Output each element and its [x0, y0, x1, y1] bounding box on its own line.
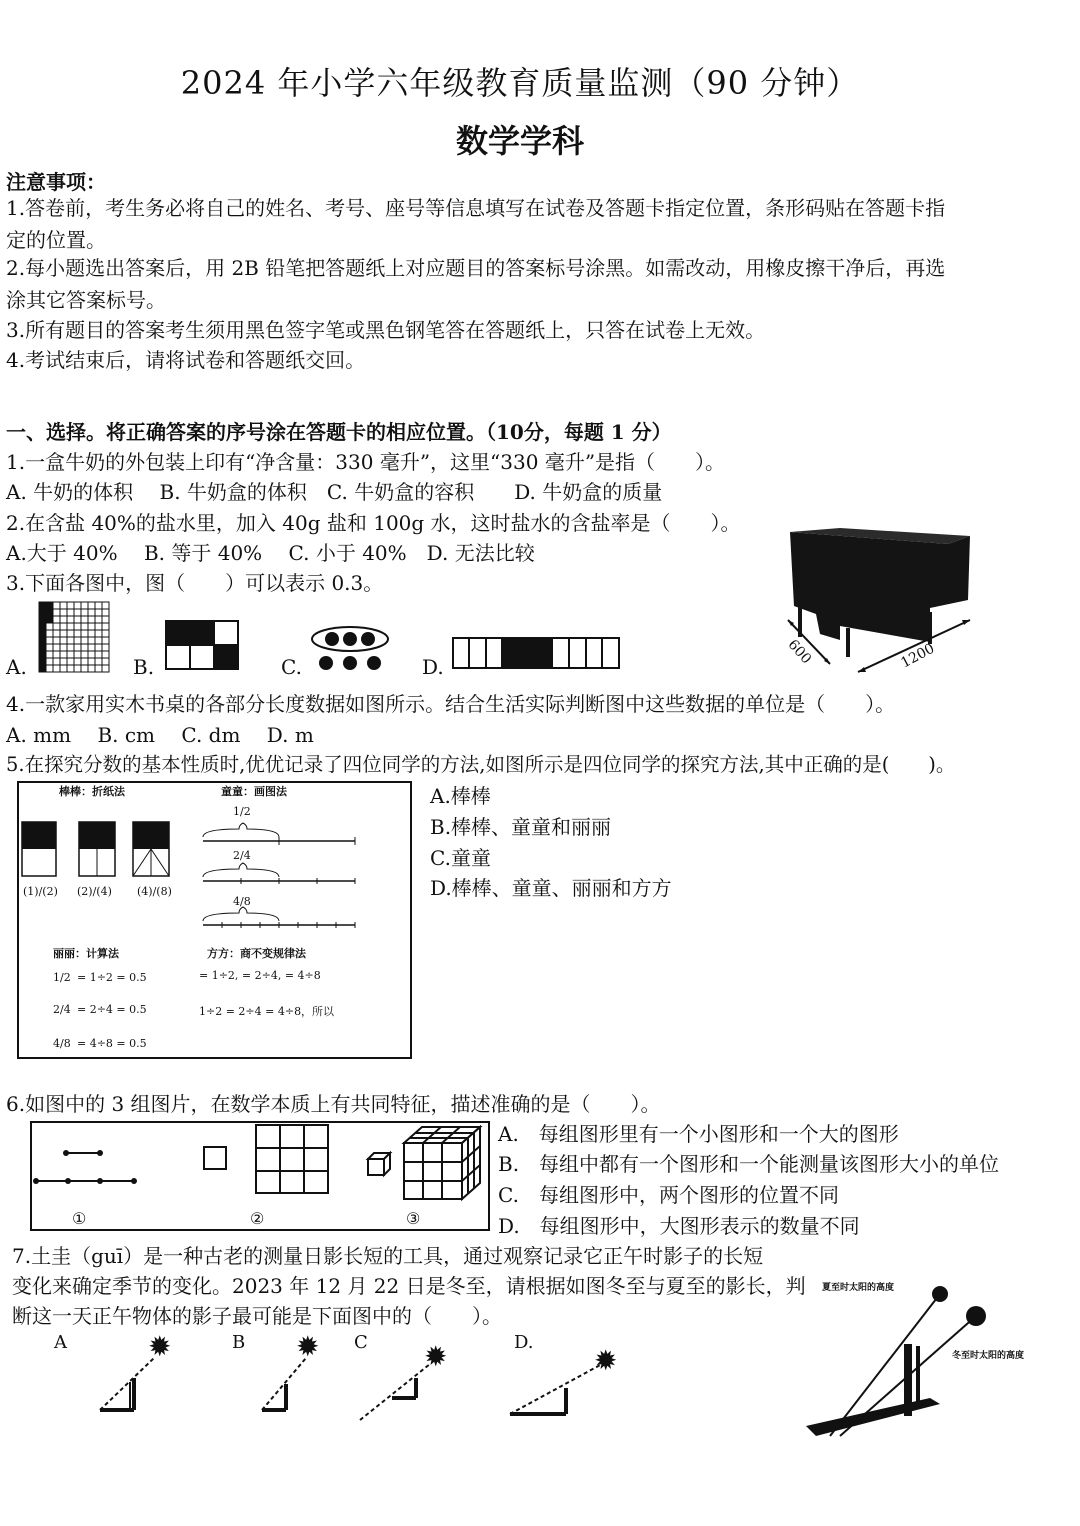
ff-line-1: = 1÷2, = 2÷4, = 4÷8 — [199, 969, 321, 982]
grid-cell — [60, 609, 67, 616]
grid-cell — [67, 609, 74, 616]
grid-cell — [95, 630, 102, 637]
gnomon-figure — [800, 1286, 1040, 1446]
grid-cell — [67, 630, 74, 637]
grid-cell — [67, 665, 74, 672]
tongtong-label: 童童：画图法 — [221, 785, 287, 798]
q7-label-d: D. — [514, 1332, 534, 1353]
grid-cell — [81, 644, 88, 651]
sun-icon-b: ✹ — [296, 1330, 320, 1363]
notice-heading: 注意事项： — [6, 170, 106, 194]
q3-label-a: A. — [6, 655, 27, 679]
q3-label-d: D. — [422, 655, 444, 679]
grid-cell — [88, 623, 95, 630]
grid-cell — [46, 644, 53, 651]
grid-cell — [81, 623, 88, 630]
fold-frac-1: (1)/(2) — [23, 885, 58, 898]
grid-cell — [81, 658, 88, 665]
grid-cell — [102, 602, 109, 609]
q3-figure-c-dots — [310, 626, 392, 674]
grid-cell — [39, 665, 46, 672]
grid-cell — [81, 665, 88, 672]
q7-line-3: 断这一天正午物体的影子最可能是下面图中的（ ）。 — [12, 1304, 502, 1328]
section-heading: 一、选择。将正确答案的序号涂在答题卡的相应位置。（10分，每题 1 分） — [6, 420, 672, 444]
grid-cell — [60, 658, 67, 665]
q1-options: A. 牛奶的体积 B. 牛奶盒的体积 C. 牛奶盒的容积 D. 牛奶盒的质量 — [6, 480, 663, 504]
q6-label-3: ③ — [406, 1209, 421, 1228]
q2-stem: 2.在含盐 40%的盐水里，加入 40g 盐和 100g 水，这时盐水的含盐率是（ ）。 — [6, 511, 741, 535]
q5-option-c: C.童童 — [430, 846, 491, 870]
grid-cell — [74, 630, 81, 637]
grid-cell — [74, 658, 81, 665]
grid-cell — [39, 630, 46, 637]
grid-cell — [102, 609, 109, 616]
grid-cell — [74, 665, 81, 672]
grid-cell — [88, 637, 95, 644]
q6-label-2: ② — [250, 1209, 265, 1228]
grid-cell — [39, 637, 46, 644]
grid-cell — [95, 665, 102, 672]
grid-cell — [46, 630, 53, 637]
lili-2-4: 2/4 — [53, 1003, 71, 1016]
q5-option-d: D.棒棒、童童、丽丽和方方 — [430, 876, 672, 900]
notice-line: 1.答卷前，考生务必将自己的姓名、考号、座号等信息填写在试卷及答题卡指定位置，条形码贴在答题卡指 — [6, 196, 946, 220]
grid-cell — [88, 630, 95, 637]
q3-stem: 3.下面各图中，图（ ）可以表示 0.3。 — [6, 571, 384, 595]
grid-cell — [95, 602, 102, 609]
lili-4-8: 4/8 — [53, 1037, 71, 1050]
grid-cell — [88, 602, 95, 609]
grid-cell — [39, 609, 46, 616]
grid-cell — [88, 644, 95, 651]
grid-cell — [46, 658, 53, 665]
q7-label-b: B — [232, 1332, 246, 1353]
grid-cell — [102, 623, 109, 630]
sun-icon-d: ✹ — [594, 1344, 618, 1377]
grid-cell — [81, 630, 88, 637]
grid-cell — [67, 644, 74, 651]
grid-cell — [74, 609, 81, 616]
grid-cell — [88, 609, 95, 616]
q7-label-c: C — [354, 1332, 368, 1353]
q3-label-b: B. — [133, 655, 155, 679]
grid-cell — [53, 658, 60, 665]
grid-cell — [102, 637, 109, 644]
grid-cell — [102, 665, 109, 672]
grid-cell — [60, 602, 67, 609]
grid-cell — [102, 651, 109, 658]
q5-methods-figure — [17, 781, 412, 1059]
q6-figure — [30, 1121, 490, 1231]
sun-icon-c: ✹ — [424, 1340, 448, 1373]
grid-cell — [39, 658, 46, 665]
grid-cell — [53, 609, 60, 616]
grid-cell — [46, 665, 53, 672]
grid-cell — [95, 637, 102, 644]
grid-cell — [39, 644, 46, 651]
grid-cell — [46, 602, 53, 609]
grid-cell — [67, 616, 74, 623]
grid-cell — [102, 658, 109, 665]
grid-cell — [39, 616, 46, 623]
grid-cell — [88, 658, 95, 665]
notice-line: 4.考试结束后，请将试卷和答题纸交回。 — [6, 348, 366, 372]
grid-cell — [53, 630, 60, 637]
grid-cell — [102, 644, 109, 651]
q7-label-a: A — [54, 1332, 67, 1353]
grid-cell — [60, 644, 67, 651]
desk-width-label: 1200 — [898, 640, 938, 672]
grid-cell — [88, 665, 95, 672]
tt-frac-4-8: 4/8 — [233, 895, 251, 908]
q5-option-b: B.棒棒、童童和丽丽 — [430, 815, 612, 839]
grid-cell — [60, 623, 67, 630]
fold-frac-2: (2)/(4) — [77, 885, 112, 898]
grid-cell — [67, 623, 74, 630]
grid-cell — [88, 616, 95, 623]
grid-cell — [46, 616, 53, 623]
grid-cell — [60, 651, 67, 658]
grid-cell — [46, 651, 53, 658]
grid-cell — [46, 623, 53, 630]
grid-cell — [81, 637, 88, 644]
grid-cell — [67, 637, 74, 644]
q7-line-1: 7.土圭（guī）是一种古老的测量日影长短的工具，通过观察记录它正午时影子的长短 — [12, 1244, 764, 1268]
grid-cell — [67, 651, 74, 658]
grid-cell — [60, 616, 67, 623]
number-lines — [199, 823, 359, 943]
notice-line: 涂其它答案标号。 — [6, 288, 166, 312]
fangfang-label: 方方：商不变规律法 — [207, 947, 306, 960]
winter-label: 冬至时太阳的高度 — [952, 1351, 1025, 1361]
q6-option-d: D. 每组图形中，大图形表示的数量不同 — [498, 1214, 860, 1238]
fold-frac-3: (4)/(8) — [137, 885, 172, 898]
notice-line: 3.所有题目的答案考生须用黑色签字笔或黑色钢笔答在答题纸上，只答在试卷上无效。 — [6, 318, 766, 342]
grid-cell — [95, 616, 102, 623]
grid-cell — [81, 609, 88, 616]
grid-cell — [95, 658, 102, 665]
notice-line: 定的位置。 — [6, 228, 106, 252]
grid-cell — [39, 623, 46, 630]
grid-cell — [81, 651, 88, 658]
grid-cell — [60, 630, 67, 637]
q6-label-1: ① — [72, 1209, 87, 1228]
exam-title: 2024 年小学六年级教育质量监测（90 分钟） — [180, 64, 860, 102]
q3-label-c: C. — [281, 655, 302, 679]
grid-cell — [60, 665, 67, 672]
q1-stem: 1.一盒牛奶的外包装上印有“净含量：330 毫升”，这里“330 毫升”是指（ ）。 — [6, 450, 726, 474]
q7-shadow-figures — [90, 1338, 650, 1438]
lili-line-1: = 1÷2 = 0.5 — [77, 971, 147, 984]
grid-cell — [39, 651, 46, 658]
grid-cell — [74, 644, 81, 651]
grid-cell — [53, 665, 60, 672]
grid-cell — [74, 651, 81, 658]
grid-cell — [67, 602, 74, 609]
grid-cell — [74, 623, 81, 630]
q6-option-a: A. 每组图形里有一个小图形和一个大的图形 — [498, 1122, 899, 1146]
grid-cell — [74, 616, 81, 623]
grid-cell — [74, 637, 81, 644]
lili-half: 1/2 — [53, 971, 71, 984]
grid-cell — [74, 602, 81, 609]
grid-cell — [46, 609, 53, 616]
summer-label: 夏至时太阳的高度 — [822, 1283, 895, 1293]
tt-frac-half: 1/2 — [233, 805, 251, 818]
grid-cell — [53, 637, 60, 644]
q3-figure-a-grid — [37, 600, 113, 672]
grid-cell — [95, 644, 102, 651]
sun-icon-a: ✹ — [148, 1330, 172, 1363]
q4-stem: 4.一款家用实木书桌的各部分长度数据如图所示。结合生活实际判断图中这些数据的单位是（ ）。 — [6, 692, 896, 716]
q3-figure-b-squares — [165, 620, 241, 670]
q5-stem: 5.在探究分数的基本性质时,优优记录了四位同学的方法,如图所示是四位同学的探究方法,其中正确的是( )。 — [6, 753, 956, 776]
q6-stem: 6.如图中的 3 组图片，在数学本质上有共同特征，描述准确的是（ ）。 — [6, 1092, 661, 1116]
grid-cell — [53, 602, 60, 609]
lili-label: 丽丽：计算法 — [53, 947, 119, 960]
q4-options: A. mm B. cm C. dm D. m — [6, 723, 314, 747]
q3-figure-d-bar — [452, 637, 622, 671]
grid-cell — [53, 644, 60, 651]
q7-line-2: 变化来确定季节的变化。2023 年 12 月 22 日是冬至，请根据如图冬至与夏至的影长，判 — [12, 1274, 806, 1298]
grid-cell — [95, 651, 102, 658]
lili-line-3: = 4÷8 = 0.5 — [77, 1037, 147, 1050]
grid-cell — [102, 616, 109, 623]
grid-cell — [81, 602, 88, 609]
subject-title: 数学学科 — [455, 122, 584, 160]
q6-option-c: C. 每组图形中，两个图形的位置不同 — [498, 1183, 839, 1207]
lili-line-2: = 2÷4 = 0.5 — [77, 1003, 147, 1016]
q6-option-b: B. 每组中都有一个图形和一个能测量该图形大小的单位 — [498, 1152, 1000, 1176]
grid-cell — [102, 630, 109, 637]
q5-option-a: A.棒棒 — [430, 784, 491, 808]
tt-frac-2-4: 2/4 — [233, 849, 251, 862]
q2-options: A.大于 40% B. 等于 40% C. 小于 40% D. 无法比较 — [6, 541, 535, 565]
grid-cell — [95, 623, 102, 630]
grid-cell — [53, 623, 60, 630]
grid-cell — [46, 637, 53, 644]
grid-cell — [88, 651, 95, 658]
grid-cell — [95, 609, 102, 616]
grid-cell — [53, 616, 60, 623]
grid-cell — [67, 658, 74, 665]
ff-line-2: 1÷2 = 2÷4 = 4÷8，所以 — [199, 1005, 335, 1018]
fold-squares — [21, 821, 171, 877]
bangbang-label: 棒棒：折纸法 — [59, 785, 125, 798]
desk-depth-label: 600 — [784, 636, 815, 668]
grid-cell — [39, 602, 46, 609]
grid-cell — [60, 637, 67, 644]
grid-cell — [81, 616, 88, 623]
notice-line: 2.每小题选出答案后，用 2B 铅笔把答题纸上对应题目的答案标号涂黑。如需改动，用橡皮擦干净后，再选 — [6, 256, 946, 280]
grid-cell — [53, 651, 60, 658]
